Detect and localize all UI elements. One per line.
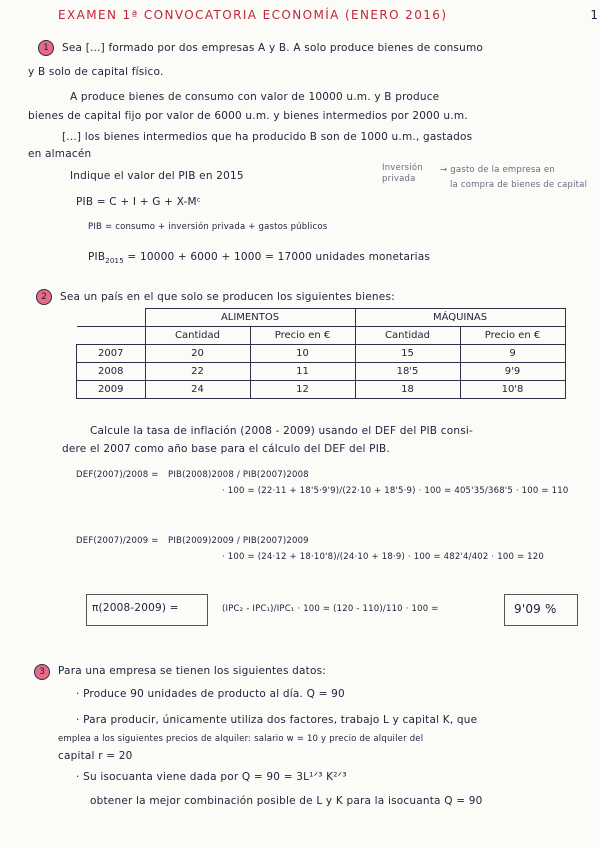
row-year: 2007 xyxy=(77,345,146,363)
q1-equation-3-subscript: 2015 xyxy=(105,257,124,266)
row-cell: 24 xyxy=(145,381,250,399)
row-cell: 10'8 xyxy=(460,381,565,399)
q1-line-4: bienes de capital fijo por valor de 6000 u.m. y bienes intermedios por 2000 u.m. xyxy=(28,110,468,122)
q2-question-line-1: Calcule la tasa de inflación (2008 - 2009) usando el DEF del PIB consi- xyxy=(90,425,473,437)
question-2-marker: 2 xyxy=(36,289,52,305)
row-cell: 15 xyxy=(355,345,460,363)
goods-table xyxy=(76,308,566,399)
table-corner xyxy=(77,309,146,327)
q1-side-note-line-2: la compra de bienes de capital xyxy=(450,180,588,190)
q1-line-1: Sea [...] formado por dos empresas A y B. A solo produce bienes de consumo xyxy=(62,42,484,54)
exam-title: EXAMEN 1ª CONVOCATORIA ECONOMÍA (ENERO 2016) xyxy=(58,8,448,22)
table-row xyxy=(77,345,566,363)
def-2008-calculation: · 100 = (22·11 + 18'5·9'9)/(22·10 + 18'5·9) · 100 = 405'35/368'5 · 100 = 110 xyxy=(222,486,569,496)
table-group-header-row xyxy=(77,309,566,327)
row-cell: 18 xyxy=(355,381,460,399)
q3-bullet-1: · Produce 90 unidades de producto al día. Q = 90 xyxy=(76,688,345,700)
q3-bullet-2-line-1: · Para producir, únicamente utiliza dos factores, trabajo L y capital K, que xyxy=(76,714,478,726)
q3-question: obtener la mejor combinación posible de L y K para la isocuanta Q = 90 xyxy=(90,795,483,807)
inflation-result: 9'09 % xyxy=(514,602,557,616)
row-cell: 20 xyxy=(145,345,250,363)
row-cell: 18'5 xyxy=(355,363,460,381)
question-3-marker: 3 xyxy=(34,664,50,680)
q1-line-3: A produce bienes de consumo con valor de 10000 u.m. y B produce xyxy=(70,91,440,103)
q1-equation-1: PIB = C + I + G + X-Mᶜ xyxy=(76,196,201,208)
table-row xyxy=(77,381,566,399)
q1-line-2: y B solo de capital físico. xyxy=(28,66,164,78)
table-sub-header-row xyxy=(77,327,566,345)
inflation-label: π(2008-2009) = xyxy=(92,602,179,614)
row-cell: 9'9 xyxy=(460,363,565,381)
q2-question-line-2: dere el 2007 como año base para el cálculo del DEF del PIB. xyxy=(62,443,390,455)
row-cell: 10 xyxy=(250,345,355,363)
row-cell: 22 xyxy=(145,363,250,381)
q1-side-note-line-1: → gasto de la empresa en xyxy=(440,165,555,175)
q3-bullet-2-line-2: emplea a los siguientes precios de alquiler: salario w = 10 y precio de alquiler del xyxy=(58,734,424,744)
row-cell: 11 xyxy=(250,363,355,381)
def-2008-fraction: PIB(2008)2008 / PIB(2007)2008 xyxy=(168,470,309,480)
sub-header-machines-price: Precio en € xyxy=(460,327,565,345)
table-row xyxy=(77,363,566,381)
question-1-marker: 1 xyxy=(38,40,54,56)
def-2008-label: DEF(2007)/2008 = xyxy=(76,470,159,480)
q3-bullet-2-line-3: capital r = 20 xyxy=(58,750,133,762)
q3-bullet-3: · Su isocuanta viene dada por Q = 90 = 3L¹ᐟ³ K²ᐟ³ xyxy=(76,771,347,783)
q1-side-note-title: Inversión privada xyxy=(382,163,423,184)
sub-header-machines-quantity: Cantidad xyxy=(355,327,460,345)
sub-header-food-quantity: Cantidad xyxy=(145,327,250,345)
q1-equation-2: PIB = consumo + inversión privada + gastos públicos xyxy=(88,222,328,232)
row-cell: 12 xyxy=(250,381,355,399)
def-2009-calculation: · 100 = (24·12 + 18·10'8)/(24·10 + 18·9) · 100 = 482'4/402 · 100 = 120 xyxy=(222,552,544,562)
q1-question: Indique el valor del PIB en 2015 xyxy=(70,170,244,182)
row-year: 2008 xyxy=(77,363,146,381)
q2-intro: Sea un país en el que solo se producen los siguientes bienes: xyxy=(60,291,395,303)
group-header-food: ALIMENTOS xyxy=(145,309,355,327)
q1-equation-3: $PIB_{2015} = 10000 + 6000 + 1000 = 17000$ unidades monetarias xyxy=(88,251,431,266)
def-2009-fraction: PIB(2009)2009 / PIB(2007)2009 xyxy=(168,536,309,546)
q1-line-5: [...] los bienes intermedios que ha producido B son de 1000 u.m., gastados xyxy=(62,131,473,143)
q3-intro: Para una empresa se tienen los siguientes datos: xyxy=(58,665,326,677)
inflation-calculation: (IPC₂ - IPC₁)/IPC₁ · 100 = (120 - 110)/110 · 100 = xyxy=(222,604,439,614)
row-cell: 9 xyxy=(460,345,565,363)
page-number: 1 xyxy=(590,8,598,22)
row-year: 2009 xyxy=(77,381,146,399)
def-2009-label: DEF(2007)/2009 = xyxy=(76,536,159,546)
sub-header-food-price: Precio en € xyxy=(250,327,355,345)
q1-line-6: en almacén xyxy=(28,148,92,160)
table-year-header xyxy=(77,327,146,345)
group-header-machines: MÁQUINAS xyxy=(355,309,565,327)
